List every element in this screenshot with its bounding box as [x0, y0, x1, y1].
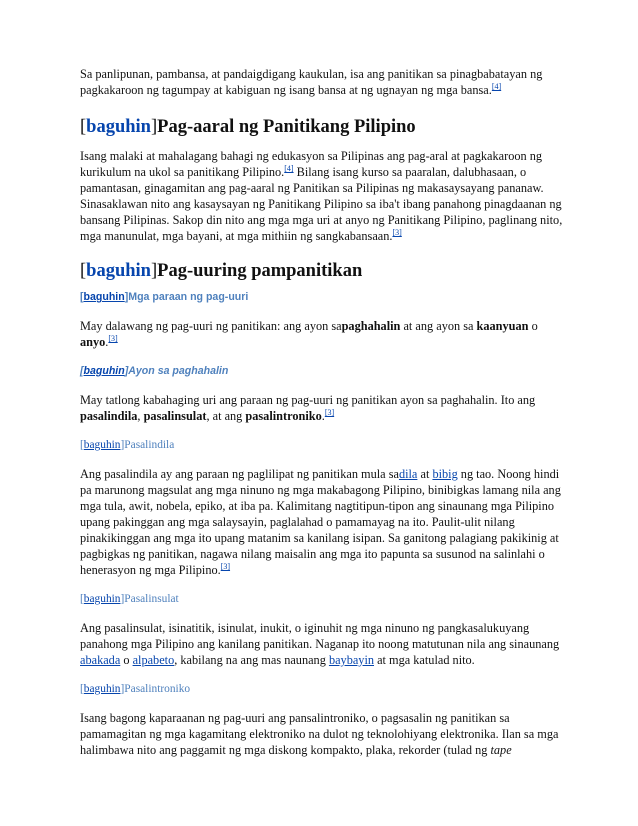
link-dila[interactable]: dila: [398, 467, 418, 481]
edit-link[interactable]: baguhin: [83, 593, 121, 605]
section-heading-pag-uuring: [baguhin]Pag-uuring pampanitikan: [80, 261, 363, 281]
edit-link[interactable]: baguhin: [86, 261, 151, 281]
ref-link-4[interactable]: [4]: [491, 81, 502, 91]
section-title: Pag-aaral ng Panitikang Pilipino: [157, 117, 416, 137]
paragraph-pasalindila: Ang pasalindila ay ang paraan ng paglilipat ng panitikan mula sadila at bibig ng tao. Noong hindi pa marunong magsulat ang mga ninuno ng mga makabagong Pilipino, binibigkas lamang nila ang mga tula, awit, nobela, epiko, at iba pa. Kalimitang nagtitipun-tipon ang sinaunang mga Pilipino upang pakinggan ang mga salaysayin, paglalahad o pamamayag na ito. Paulit-ulit nilang pinakikinggan ang mga ito upang matanim sa kanilang isipan. Sa ganitong palagiang pakikinig at pagbigkas ng panitikan, nagawa nilang maisalin ang mga ito papunta sa susunod na salinlahi o henerasyon ng mga Pilipino.[3]: [80, 467, 561, 577]
edit-link[interactable]: baguhin: [86, 117, 151, 137]
subheading-mga-paraan: [baguhin]Mga paraan ng pag-uuri: [80, 291, 249, 303]
subheading-title: Pasalinsulat: [124, 593, 179, 605]
ref-link-3[interactable]: [3]: [324, 407, 335, 417]
ref-link-3[interactable]: [3]: [220, 561, 231, 571]
document-page: [80, 66, 565, 758]
subheading-pasalindila: [baguhin]Pasalindila: [80, 439, 175, 451]
link-baybayin[interactable]: baybayin: [328, 653, 375, 667]
link-alpabeto[interactable]: alpabeto: [132, 653, 175, 667]
paragraph-pasalintroniko: Isang bagong kaparaanan ng pag-uuri ang pansalintroniko, o pagsasalin ng panitikan sa pamamagitan ng mga kagamitang elektroniko na dulot ng teknolohiyang elektronika. Ilan sa mga halimbawa nito ang paggamit ng mga diskong kompakto, plaka, rekorder (tulad ng tape: [80, 711, 559, 757]
ref-link-4[interactable]: [4]: [284, 163, 294, 173]
link-bibig[interactable]: bibig: [432, 467, 458, 481]
section-title: Pag-uuring pampanitikan: [157, 261, 363, 281]
subheading-title: Mga paraan ng pag-uuri: [128, 291, 249, 303]
paragraph-mga-paraan: May dalawang ng pag-uuri ng panitikan: ang ayon sapaghahalin at ang ayon sa kaanyuan o anyo.[3]: [80, 319, 538, 349]
edit-link[interactable]: baguhin: [83, 683, 121, 695]
paragraph-ayon-sa-paghahalin: May tatlong kabahaging uri ang paraan ng pag-uuri ng panitikan ayon sa paghahalin. Ito ang pasalindila, pasalinsulat, at ang pasalintroniko.[3]: [80, 393, 536, 423]
intro-paragraph: [80, 66, 565, 98]
subheading-ayon-sa-paghahalin: [baguhin]Ayon sa paghahalin: [80, 365, 229, 377]
link-abakada[interactable]: abakada: [80, 653, 121, 667]
subheading-pasalintroniko: [baguhin]Pasalintroniko: [80, 683, 191, 695]
paragraph-pasalinsulat: Ang pasalinsulat, isinatitik, isinulat, inukit, o iginuhit ng mga ninuno ng pangkasalukuyang panahong mga Pilipino ang kanilang panitikan. Naganap ito noong matutunan nila ang sinaunang abakada o alpabeto, kabilang na ang mas naunang baybayin at mga katulad nito.: [80, 621, 560, 667]
ref-link-3[interactable]: [3]: [392, 227, 402, 237]
edit-link[interactable]: baguhin: [83, 291, 125, 303]
subheading-title: Pasalintroniko: [124, 683, 191, 695]
subheading-pasalinsulat: [baguhin]Pasalinsulat: [80, 593, 179, 605]
subheading-title: Pasalindila: [124, 439, 175, 451]
edit-link[interactable]: baguhin: [83, 439, 121, 451]
edit-link[interactable]: baguhin: [83, 365, 125, 377]
intro-text: Sa panlipunan, pambansa, at pandaigdigang kaukulan, isa ang panitikan sa pinagbabatayan ng pagkakaroon ng tagumpay at kabiguan ng isang bansa at ng ugnayan ng mga bansa.: [80, 67, 543, 97]
subheading-title: Ayon sa paghahalin: [128, 365, 229, 377]
ref-link-3[interactable]: [3]: [108, 333, 118, 343]
paragraph-pag-aaral: Isang malaki at mahalagang bahagi ng edukasyon sa Pilipinas ang pag-aral at pagkakaroon ng kurikulum na ukol sa panitikang Pilipino.[4] Bilang isang kurso sa paaralan, dalubhasaan, o pamantasan, ginagamitan ang pag-aaral ng Panitikan sa Pilipinas ng makasaysayang pananaw. Sinasaklawan nito ang kasaysayan ng Panitikang Pilipino sa iba't ibang panahong pinagdaanan ng bansang Pilipinas. Sakop din nito ang mga mga uri at anyo ng Panitikang Pilipino, paglinang nito, mga manunulat, mga bayani, at mga mithiin ng sangkabansaan.[3]: [80, 149, 563, 243]
section-heading-pag-aaral: [baguhin]Pag-aaral ng Panitikang Pilipino: [80, 117, 416, 137]
